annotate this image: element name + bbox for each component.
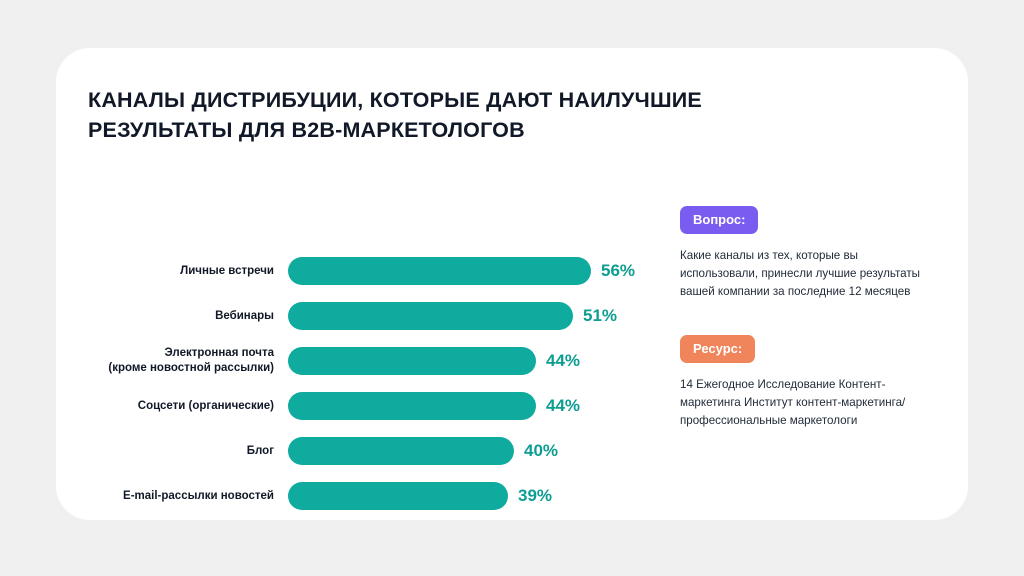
bar-fill: [288, 257, 591, 285]
bar-value: 39%: [518, 486, 553, 505]
question-text: Какие каналы из тех, которые вы использовали, принесли лучшие результаты вашей компании за последние 12 месяцев: [680, 249, 920, 298]
bar-label-line1: Вебинары: [215, 309, 274, 322]
bar-track: [288, 479, 648, 513]
bar-label: [88, 489, 288, 504]
bar-track: [288, 299, 648, 333]
bar-label: [88, 264, 288, 279]
bar-label-line1: Соцсети (органические): [137, 399, 274, 412]
bar-label-line2: (кроме новостной рассылки): [108, 362, 274, 374]
bar-value: 40%: [524, 441, 559, 460]
bar-fill: [288, 392, 536, 420]
bar-track: [288, 254, 648, 288]
resource-block: [680, 335, 928, 430]
chart-row: [88, 254, 648, 288]
chart-card: [56, 48, 968, 520]
bar-track: [288, 434, 648, 468]
side-panel: [680, 206, 928, 430]
chart-row: [88, 479, 648, 513]
chart-row: [88, 434, 648, 468]
bar-fill: [288, 437, 514, 465]
bar-label-line1: Блог: [246, 444, 274, 457]
chart-row: [88, 299, 648, 333]
bar-chart: [88, 198, 648, 505]
bar-label: [88, 346, 288, 375]
question-block: [680, 206, 928, 301]
bar-label: [88, 444, 288, 459]
resource-badge: Ресурс:: [680, 335, 755, 363]
bar-track: [288, 344, 648, 378]
chart-row: [88, 344, 648, 378]
bar-label-line1: E-mail-рассылки новостей: [123, 489, 274, 502]
bar-label-line1: Электронная почта: [164, 347, 274, 360]
bar-value: 44%: [546, 396, 581, 415]
bar-fill: [288, 347, 536, 375]
bar-label: [88, 399, 288, 414]
bar-label: [88, 309, 288, 324]
chart-row: [88, 389, 648, 423]
resource-text: 14 Ежегодное Исследование Контент-маркетинга Институт контент-маркетинга/ профессиональные маркетологи: [680, 377, 906, 427]
bar-track: [288, 389, 648, 423]
question-badge: Вопрос:: [680, 206, 758, 234]
page-title: КАНАЛЫ ДИСТРИБУЦИИ, КОТОРЫЕ ДАЮТ НАИЛУЧШИЕ РЕЗУЛЬТАТЫ ДЛЯ B2B-МАРКЕТОЛОГОВ: [88, 88, 702, 142]
bar-value: 56%: [601, 261, 636, 280]
bar-label-line1: Личные встречи: [180, 264, 274, 277]
bar-value: 44%: [546, 351, 581, 370]
bar-value: 51%: [583, 306, 618, 325]
bar-fill: [288, 482, 508, 510]
bar-fill: [288, 302, 573, 330]
